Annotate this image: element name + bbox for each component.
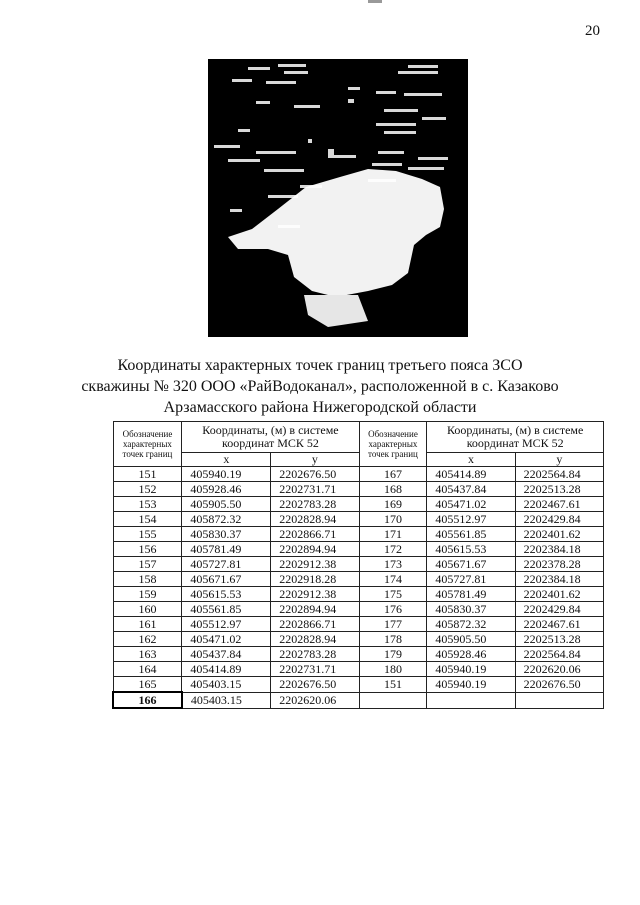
point-number: 151	[113, 467, 182, 482]
y-value: 2202783.28	[271, 647, 359, 662]
point-number: 174	[359, 572, 427, 587]
y-value: 2202378.28	[515, 557, 603, 572]
y-value: 2202564.84	[515, 467, 603, 482]
x-value: 405512.97	[182, 617, 271, 632]
y-value: 2202676.50	[271, 467, 359, 482]
x-value: 405872.32	[427, 617, 515, 632]
header-coords-right: Координаты, (м) в системе координат МСК 52	[427, 422, 604, 453]
y-value: 2202894.94	[271, 602, 359, 617]
point-number: 165	[113, 677, 182, 693]
x-value: 405615.53	[182, 587, 271, 602]
x-value: 405471.02	[182, 632, 271, 647]
point-number: 177	[359, 617, 427, 632]
table-row	[113, 542, 604, 557]
point-number: 155	[113, 527, 182, 542]
y-value: 2202894.94	[271, 542, 359, 557]
point-number: 178	[359, 632, 427, 647]
point-number: 159	[113, 587, 182, 602]
x-value: 405940.19	[427, 662, 515, 677]
x-value: 405561.85	[182, 602, 271, 617]
point-number: 169	[359, 497, 427, 512]
boundary-map-figure	[208, 59, 468, 337]
table-row	[113, 527, 604, 542]
point-number: 172	[359, 542, 427, 557]
x-value: 405671.67	[427, 557, 515, 572]
header-designation-left: Обозначение характерных точек границ	[113, 422, 182, 467]
y-value: 2202676.50	[515, 677, 603, 693]
y-value: 2202513.28	[515, 632, 603, 647]
point-number	[359, 692, 427, 708]
header-y-left: y	[271, 453, 359, 467]
y-value: 2202384.18	[515, 572, 603, 587]
x-value: 405928.46	[427, 647, 515, 662]
y-value: 2202912.38	[271, 587, 359, 602]
y-value: 2202783.28	[271, 497, 359, 512]
point-number: 158	[113, 572, 182, 587]
x-value: 405830.37	[427, 602, 515, 617]
x-value: 405414.89	[182, 662, 271, 677]
table-row	[113, 692, 604, 708]
point-number: 156	[113, 542, 182, 557]
coordinates-body	[113, 467, 604, 709]
table-row	[113, 512, 604, 527]
title-line-1: Координаты характерных точек границ третьего пояса ЗСО	[117, 357, 523, 374]
page-number: 20	[585, 23, 600, 39]
y-value	[515, 692, 603, 708]
table-row	[113, 677, 604, 693]
x-value: 405671.67	[182, 572, 271, 587]
point-number: 166	[113, 692, 182, 708]
point-number: 175	[359, 587, 427, 602]
y-value: 2202866.71	[271, 617, 359, 632]
x-value: 405781.49	[182, 542, 271, 557]
point-number: 168	[359, 482, 427, 497]
point-number: 167	[359, 467, 427, 482]
y-value: 2202731.71	[271, 662, 359, 677]
point-number: 170	[359, 512, 427, 527]
point-number: 157	[113, 557, 182, 572]
y-value: 2202620.06	[271, 692, 359, 708]
x-value: 405403.15	[182, 692, 271, 708]
y-value: 2202401.62	[515, 587, 603, 602]
table-row	[113, 632, 604, 647]
title-line-2: скважины № 320 ООО «РайВодоканал», расположенной в с. Казаково	[81, 378, 559, 395]
point-number: 160	[113, 602, 182, 617]
coordinates-table	[112, 421, 604, 709]
point-number: 180	[359, 662, 427, 677]
table-row	[113, 662, 604, 677]
table-row	[113, 602, 604, 617]
y-value: 2202467.61	[515, 617, 603, 632]
x-value: 405781.49	[427, 587, 515, 602]
x-value: 405905.50	[182, 497, 271, 512]
y-value: 2202828.94	[271, 512, 359, 527]
x-value: 405727.81	[182, 557, 271, 572]
table-row	[113, 572, 604, 587]
header-y-right: y	[515, 453, 603, 467]
x-value: 405437.84	[427, 482, 515, 497]
x-value: 405872.32	[182, 512, 271, 527]
title-line-3: Арзамасского района Нижегородской области	[163, 399, 477, 416]
table-row	[113, 587, 604, 602]
header-x-right: x	[427, 453, 515, 467]
point-number: 176	[359, 602, 427, 617]
y-value: 2202866.71	[271, 527, 359, 542]
point-number: 164	[113, 662, 182, 677]
header-designation-right: Обозначение характерных точек границ	[359, 422, 427, 467]
boundary-map-drawing	[208, 59, 468, 337]
header-x-left: x	[182, 453, 271, 467]
x-value: 405437.84	[182, 647, 271, 662]
y-value: 2202912.38	[271, 557, 359, 572]
point-number: 171	[359, 527, 427, 542]
y-value: 2202918.28	[271, 572, 359, 587]
point-number: 161	[113, 617, 182, 632]
table-row	[113, 617, 604, 632]
point-number: 179	[359, 647, 427, 662]
x-value: 405940.19	[427, 677, 515, 693]
y-value: 2202513.28	[515, 482, 603, 497]
point-number: 153	[113, 497, 182, 512]
y-value: 2202467.61	[515, 497, 603, 512]
table-row	[113, 647, 604, 662]
point-number: 154	[113, 512, 182, 527]
table-row	[113, 497, 604, 512]
x-value: 405561.85	[427, 527, 515, 542]
x-value: 405403.15	[182, 677, 271, 693]
document-title	[60, 355, 580, 418]
x-value: 405512.97	[427, 512, 515, 527]
x-value: 405615.53	[427, 542, 515, 557]
x-value: 405928.46	[182, 482, 271, 497]
y-value: 2202676.50	[271, 677, 359, 693]
scan-artifact	[368, 0, 382, 3]
table-row	[113, 482, 604, 497]
y-value: 2202401.62	[515, 527, 603, 542]
table-row	[113, 557, 604, 572]
x-value: 405905.50	[427, 632, 515, 647]
x-value	[427, 692, 515, 708]
y-value: 2202429.84	[515, 602, 603, 617]
y-value: 2202384.18	[515, 542, 603, 557]
x-value: 405940.19	[182, 467, 271, 482]
y-value: 2202828.94	[271, 632, 359, 647]
point-number: 151	[359, 677, 427, 693]
x-value: 405414.89	[427, 467, 515, 482]
table-row	[113, 467, 604, 482]
point-number: 173	[359, 557, 427, 572]
point-number: 163	[113, 647, 182, 662]
y-value: 2202731.71	[271, 482, 359, 497]
y-value: 2202564.84	[515, 647, 603, 662]
y-value: 2202620.06	[515, 662, 603, 677]
y-value: 2202429.84	[515, 512, 603, 527]
point-number: 162	[113, 632, 182, 647]
x-value: 405727.81	[427, 572, 515, 587]
header-coords-left: Координаты, (м) в системе координат МСК 52	[182, 422, 359, 453]
x-value: 405471.02	[427, 497, 515, 512]
x-value: 405830.37	[182, 527, 271, 542]
point-number: 152	[113, 482, 182, 497]
